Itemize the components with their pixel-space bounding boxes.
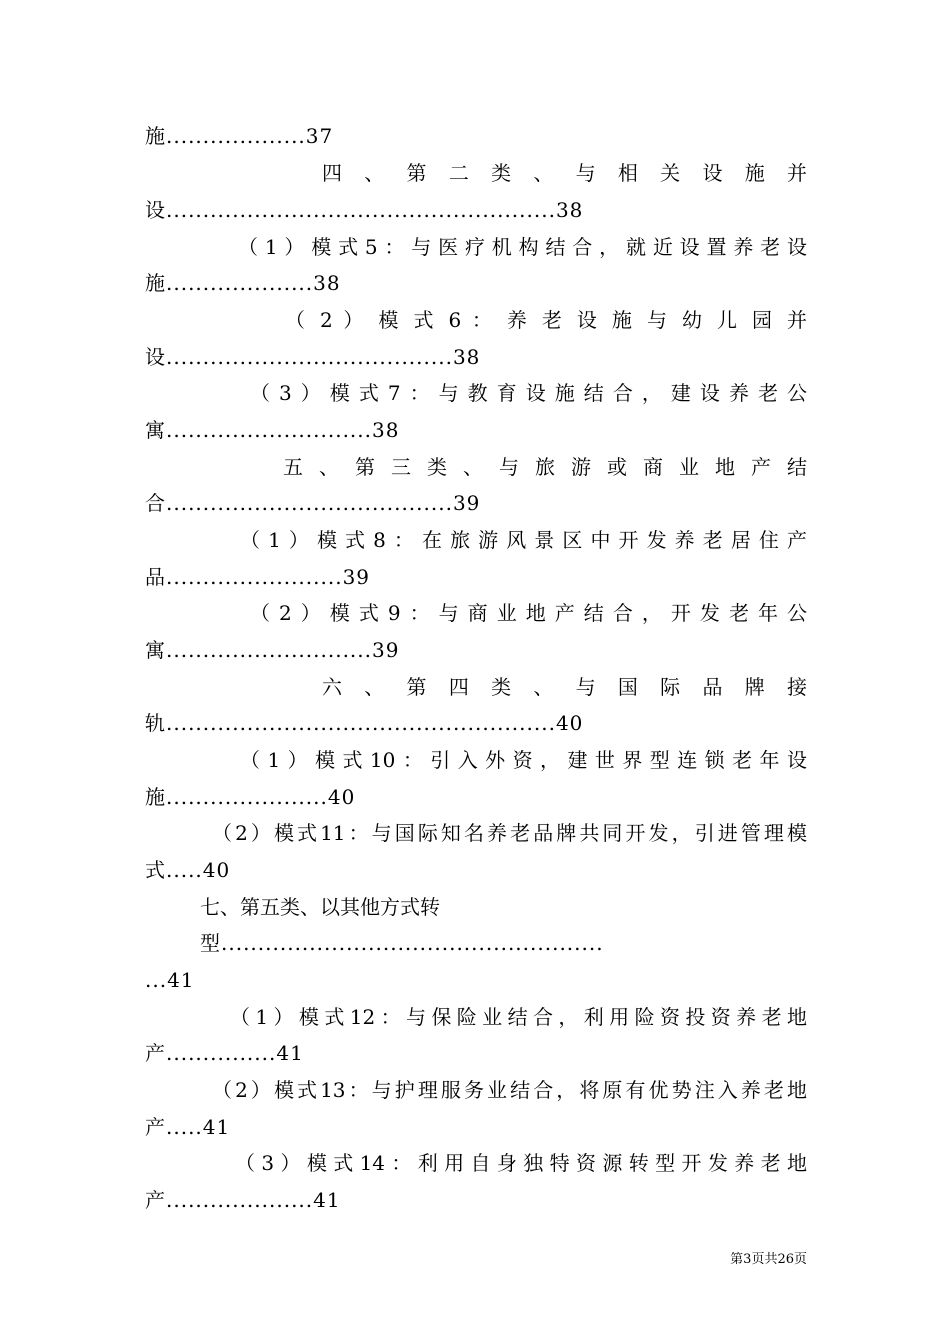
toc-line: 施......................40 [145,785,356,809]
toc-line: ...41 [145,968,195,992]
toc-line: 合.......................................39 [145,491,481,515]
toc-line: 品........................39 [145,565,371,589]
toc-heading: 六 、 第 四 类 、 与 国 际 品 牌 接 [322,675,807,699]
toc-line: 型.................................................... [200,931,604,955]
toc-heading: 四 、 第 二 类 、 与 相 关 设 施 并 [322,161,807,185]
toc-line: 施....................38 [145,271,341,295]
toc-line: 产...............41 [145,1041,304,1065]
toc-entry: （ 2 ） 模 式 6 ： 养 老 设 施 与 幼 儿 园 并 [285,308,807,332]
toc-line: 设.......................................38 [145,345,481,369]
toc-heading: 五 、 第 三 类 、 与 旅 游 或 商 业 地 产 结 [283,455,807,479]
toc-heading: 七、第五类、以其他方式转 [200,895,440,919]
toc-entry: （2）模式13：与护理服务业结合，将原有优势注入养老地 [212,1078,807,1102]
toc-entry: （3）模式7：与教育设施结合，建设养老公 [250,381,807,405]
toc-entry: （3）模式14：利用自身独特资源转型开发养老地 [235,1151,807,1175]
toc-line: 寓............................39 [145,638,400,662]
toc-entry: （1）模式12：与保险业结合，利用险资投资养老地 [230,1005,807,1029]
toc-line: 式.....40 [145,858,231,882]
toc-line: 轨.....................................................40 [145,711,584,735]
page-number-footer: 第3页共26页 [730,1252,807,1267]
toc-entry: （1）模式5：与医疗机构结合，就近设置养老设 [238,235,807,259]
toc-entry: （1）模式10：引入外资，建世界型连锁老年设 [240,748,807,772]
toc-line: 设.....................................................38 [145,198,584,222]
toc-entry: （2）模式11：与国际知名养老品牌共同开发，引进管理模 [212,821,807,845]
toc-line: 产....................41 [145,1188,341,1212]
toc-line: 寓............................38 [145,418,400,442]
toc-entry: （2）模式9：与商业地产结合，开发老年公 [250,601,807,625]
toc-line: 产.....41 [145,1115,231,1139]
toc-line: 施...................37 [145,124,334,148]
toc-entry: （1）模式8：在旅游风景区中开发养老居住产 [240,528,807,552]
